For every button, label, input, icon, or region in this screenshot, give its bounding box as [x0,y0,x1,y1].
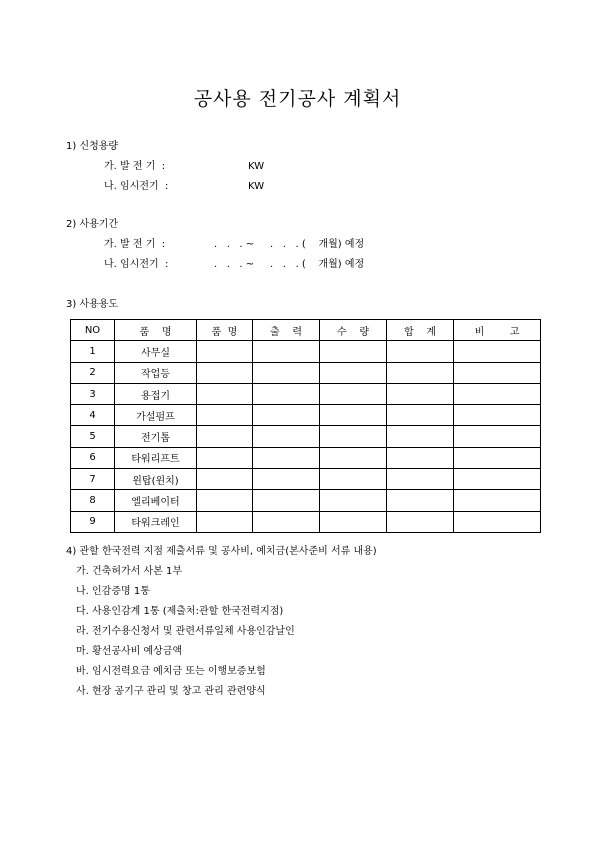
section1-row-temporary-unit: KW [248,181,265,192]
row-no: 9 [71,511,115,532]
row-no: 6 [71,447,115,468]
empty-cell [454,447,541,468]
empty-cell [387,511,454,532]
section2-row-generator-period: . . . ~ . . . ( 개월) 예정 [214,239,365,250]
empty-cell [387,405,454,426]
empty-cell [387,362,454,383]
section2-heading: 2) 사용기간 [66,219,119,230]
row-no: 3 [71,383,115,404]
empty-cell [253,341,320,362]
empty-cell [320,362,387,383]
empty-cell [253,383,320,404]
header-total: 합 계 [387,320,454,341]
empty-cell [253,490,320,511]
empty-cell [387,341,454,362]
section1-row-generator-label: 가. 발 전 기 : [104,161,166,172]
header-output: 출 력 [253,320,320,341]
section4-item: 라. 전기수용신청서 및 관련서류일체 사용인감날인 [76,626,295,637]
empty-cell [454,362,541,383]
section3-heading: 3) 사용용도 [66,299,119,310]
empty-cell [197,426,253,447]
empty-cell [387,383,454,404]
section4-item: 나. 인감증명 1통 [76,586,150,597]
empty-cell [320,405,387,426]
table-row [71,447,541,468]
row-name: 용접기 [115,383,197,404]
section2-row-temporary-period: . . . ~ . . . ( 개월) 예정 [214,259,365,270]
table-row [71,469,541,490]
section4-item: 바. 임시전력요금 예치금 또는 이행보증보험 [76,666,266,677]
empty-cell [387,469,454,490]
empty-cell [454,383,541,404]
header-quantity: 수 량 [320,320,387,341]
empty-cell [197,469,253,490]
row-name: 전기톱 [115,426,197,447]
empty-cell [320,511,387,532]
row-no: 4 [71,405,115,426]
row-name: 타워리프트 [115,447,197,468]
row-no: 2 [71,362,115,383]
row-name: 엘리베이터 [115,490,197,511]
row-name: 윈탑(윈치) [115,469,197,490]
empty-cell [197,447,253,468]
table-row [71,405,541,426]
row-name: 작업등 [115,362,197,383]
empty-cell [320,383,387,404]
empty-cell [320,341,387,362]
row-name: 사무실 [115,341,197,362]
row-no: 8 [71,490,115,511]
header-no: NO [71,320,115,341]
table-header-row [71,320,541,341]
empty-cell [454,490,541,511]
table-row [71,362,541,383]
document-title: 공사용 전기공사 계획서 [193,88,402,110]
empty-cell [454,511,541,532]
section1-heading: 1) 신청용량 [66,141,119,152]
header-item-name: 품 명 [115,320,197,341]
empty-cell [387,426,454,447]
empty-cell [253,511,320,532]
empty-cell [387,447,454,468]
section1-row-temporary-label: 나. 임시전기 : [104,181,169,192]
row-no: 1 [71,341,115,362]
empty-cell [197,490,253,511]
empty-cell [320,469,387,490]
empty-cell [197,405,253,426]
empty-cell [253,362,320,383]
table-row [71,490,541,511]
section2-row-generator-label: 가. 발 전 기 : [104,239,166,250]
section2-row-temporary-label: 나. 임시전기 : [104,259,169,270]
section4-item: 사. 현장 공기구 관리 및 창고 관리 관련양식 [76,686,266,697]
empty-cell [320,447,387,468]
empty-cell [197,341,253,362]
section4-item: 마. 황선공사비 예상금액 [76,646,183,657]
section4-heading: 4) 관할 한국전력 지점 제출서류 및 공사비, 예치금(본사준비 서류 내용) [66,546,377,557]
empty-cell [454,426,541,447]
empty-cell [253,405,320,426]
row-name: 가설펌프 [115,405,197,426]
empty-cell [320,490,387,511]
table-row [71,511,541,532]
empty-cell [197,362,253,383]
header-item-name-2: 품 명 [197,320,253,341]
header-remarks: 비 고 [454,320,541,341]
empty-cell [320,426,387,447]
section1-row-generator-unit: KW [248,161,265,172]
empty-cell [454,405,541,426]
empty-cell [387,490,454,511]
row-name: 타워크레인 [115,511,197,532]
empty-cell [454,341,541,362]
empty-cell [197,511,253,532]
row-no: 5 [71,426,115,447]
row-no: 7 [71,469,115,490]
section4-item: 다. 사용인감계 1통 (제출처:관할 한국전력지점) [76,606,284,617]
section4-item: 가. 건축허가서 사본 1부 [76,566,183,577]
usage-table [70,319,541,533]
table-row [71,341,541,362]
table-row [71,426,541,447]
empty-cell [253,447,320,468]
empty-cell [253,469,320,490]
empty-cell [253,426,320,447]
empty-cell [454,469,541,490]
empty-cell [197,383,253,404]
table-row [71,383,541,404]
